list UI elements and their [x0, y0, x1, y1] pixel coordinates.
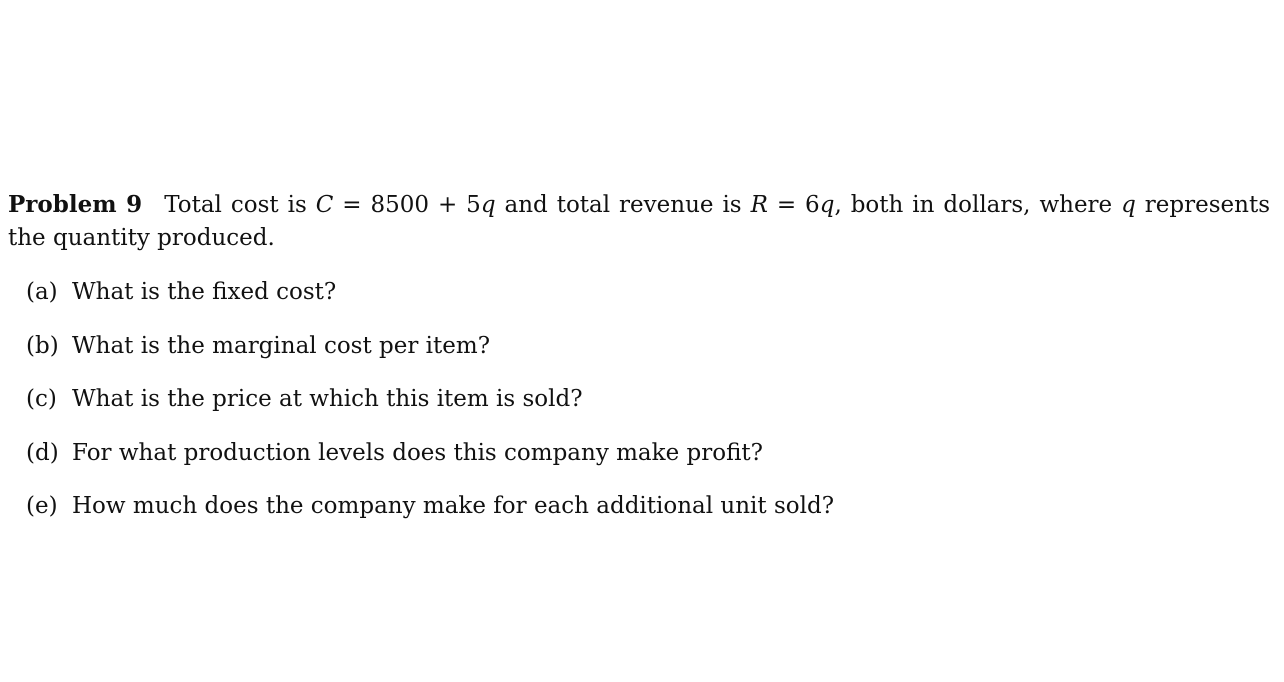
question-text: For what production levels does this company make profit? — [72, 439, 763, 466]
question-text: What is the price at which this item is sold? — [72, 386, 583, 412]
problem-heading: Problem 9 — [8, 191, 143, 218]
statement-text: = 8500 + 5 — [333, 192, 481, 218]
question-label: (a) — [26, 279, 58, 305]
variable-c: C — [315, 192, 334, 218]
question-text: How much does the company make for each additional unit sold? — [72, 493, 835, 519]
statement-text: = 6 — [767, 192, 820, 218]
question-item — [26, 330, 834, 363]
question-label: (e) — [26, 493, 58, 519]
statement-text: Total cost is — [164, 192, 316, 218]
problem-block — [8, 188, 1270, 255]
variable-q: q — [1121, 192, 1136, 218]
variable-q: q — [480, 192, 496, 218]
statement-text: represents the quantity produced. — [8, 192, 1271, 251]
question-text: What is the fixed cost? — [72, 279, 337, 305]
question-text: What is the marginal cost per item? — [72, 332, 491, 359]
statement-text: and total revenue is — [495, 192, 751, 218]
question-item — [26, 383, 834, 416]
variable-r: R — [750, 192, 768, 218]
variable-q: q — [819, 192, 835, 218]
question-item — [26, 276, 834, 309]
question-item — [26, 437, 834, 470]
question-label: (b) — [26, 332, 59, 359]
problem-statement — [8, 188, 1270, 255]
question-label: (d) — [26, 439, 59, 466]
question-item — [26, 490, 834, 523]
statement-text: , both in dollars, where — [834, 192, 1122, 218]
question-label: (c) — [26, 386, 57, 412]
question-list — [26, 276, 834, 544]
